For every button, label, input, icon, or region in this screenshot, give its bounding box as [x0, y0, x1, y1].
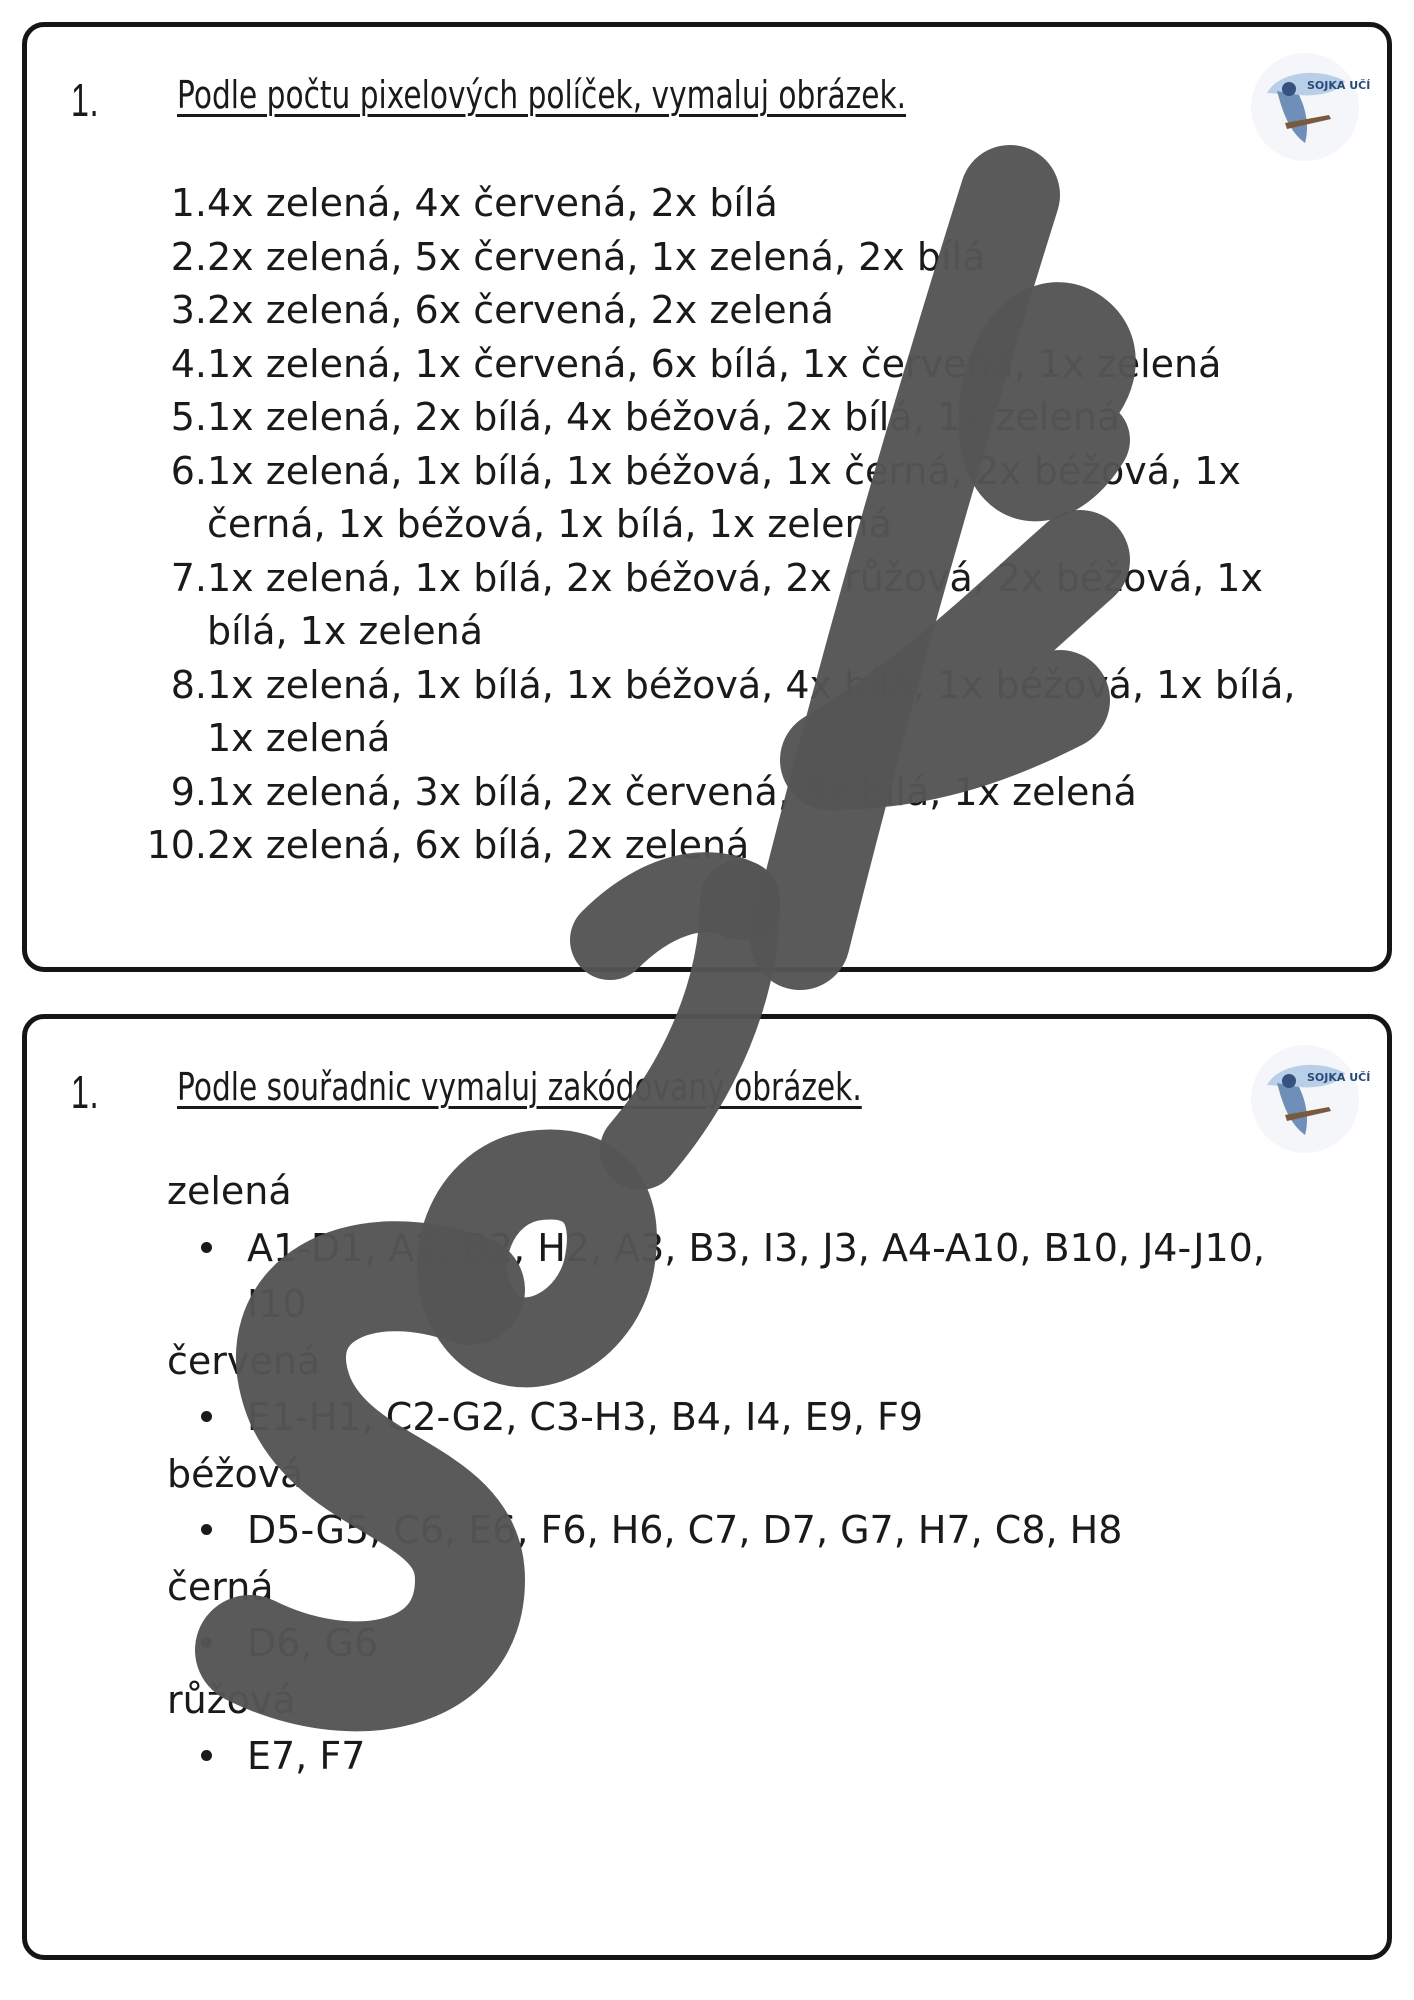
row-number: 6. — [170, 448, 207, 493]
row-number: 8. — [170, 662, 207, 707]
task-number: 1. — [71, 1066, 100, 1118]
coordinate-groups — [167, 1163, 1327, 1785]
row-number: 2. — [170, 234, 207, 279]
row-text: 1x zelená, 2x bílá, 4x béžová, 2x bílá, 1x zelená — [207, 395, 1121, 439]
row-text: 1x zelená, 1x bílá, 2x béžová, 2x růžová, 2x béžová, 1x bílá, 1x zelená — [207, 555, 1263, 653]
coordinate-list: E7, F7 — [167, 1728, 1327, 1785]
list-item — [107, 445, 1327, 552]
list-item — [107, 177, 1327, 231]
row-number: 5. — [170, 395, 207, 439]
color-name: růžová — [167, 1677, 296, 1722]
row-text: 2x zelená, 6x červená, 2x zelená — [207, 288, 834, 332]
row-number: 9. — [170, 769, 207, 814]
coordinate-list: E1-H1, C2-G2, C3-H3, B4, I4, E9, F9 — [167, 1389, 1327, 1446]
list-item — [107, 231, 1327, 285]
color-name: červená — [167, 1338, 321, 1383]
list-item — [107, 391, 1327, 445]
row-text: 2x zelená, 5x červená, 1x zelená, 2x bílá — [207, 234, 986, 279]
coordinate-list: D6, G6 — [167, 1615, 1327, 1672]
sojka-uci-logo — [1249, 51, 1371, 163]
row-text: 4x zelená, 4x červená, 2x bílá — [207, 181, 778, 225]
row-number: 7. — [170, 555, 207, 600]
task-title: Podle souřadnic vymaluj zakódovaný obrázek. — [177, 1065, 862, 1109]
row-number: 10. — [146, 823, 207, 867]
color-group-bezova — [167, 1446, 1327, 1559]
coordinate-list: A1-D1, A2, B2, H2, A3, B3, I3, J3, A4-A10, B10, J4-J10, I10 — [167, 1220, 1327, 1333]
color-group-zelena — [167, 1163, 1327, 1333]
pixel-row-list — [107, 177, 1327, 873]
coordinate-list: D5-G5, C6, E6, F6, H6, C7, D7, G7, H7, C8, H8 — [167, 1502, 1327, 1559]
worksheet-card-coordinates — [22, 1014, 1392, 1960]
task-number: 1. — [71, 74, 100, 126]
row-text: 1x zelená, 1x bílá, 1x béžová, 1x černá, 2x béžová, 1x černá, 1x béžová, 1x bílá, 1x zelená — [207, 448, 1241, 546]
row-text: 1x zelená, 1x bílá, 1x béžová, 4x bílá, 1x béžová, 1x bílá, 1x zelená — [207, 662, 1296, 760]
row-number: 1. — [170, 181, 207, 225]
list-item — [107, 766, 1327, 820]
row-text: 2x zelená, 6x bílá, 2x zelená — [207, 823, 750, 867]
color-group-ruzova — [167, 1672, 1327, 1785]
list-item — [107, 552, 1327, 659]
color-name: zelená — [167, 1169, 292, 1213]
color-name: černá — [167, 1564, 274, 1609]
list-item — [107, 338, 1327, 392]
list-item — [107, 819, 1327, 873]
row-text: 1x zelená, 1x červená, 6x bílá, 1x červená, 1x zelená — [207, 341, 1222, 386]
row-number: 3. — [170, 288, 207, 332]
color-group-cerna — [167, 1559, 1327, 1672]
worksheet-card-pixel-count — [22, 22, 1392, 972]
list-item — [107, 659, 1327, 766]
row-text: 1x zelená, 3x bílá, 2x červená, 3x bílá, 1x zelená — [207, 769, 1137, 814]
sojka-uci-logo — [1249, 1043, 1371, 1155]
logo-text: SOJKA UČÍ — [1307, 79, 1371, 92]
row-number: 4. — [170, 341, 207, 386]
task-title: Podle počtu pixelových políček, vymaluj obrázek. — [177, 73, 907, 117]
logo-text: SOJKA UČÍ — [1307, 1071, 1371, 1084]
color-group-cervena — [167, 1333, 1327, 1446]
color-name: béžová — [167, 1451, 304, 1496]
list-item — [107, 284, 1327, 338]
